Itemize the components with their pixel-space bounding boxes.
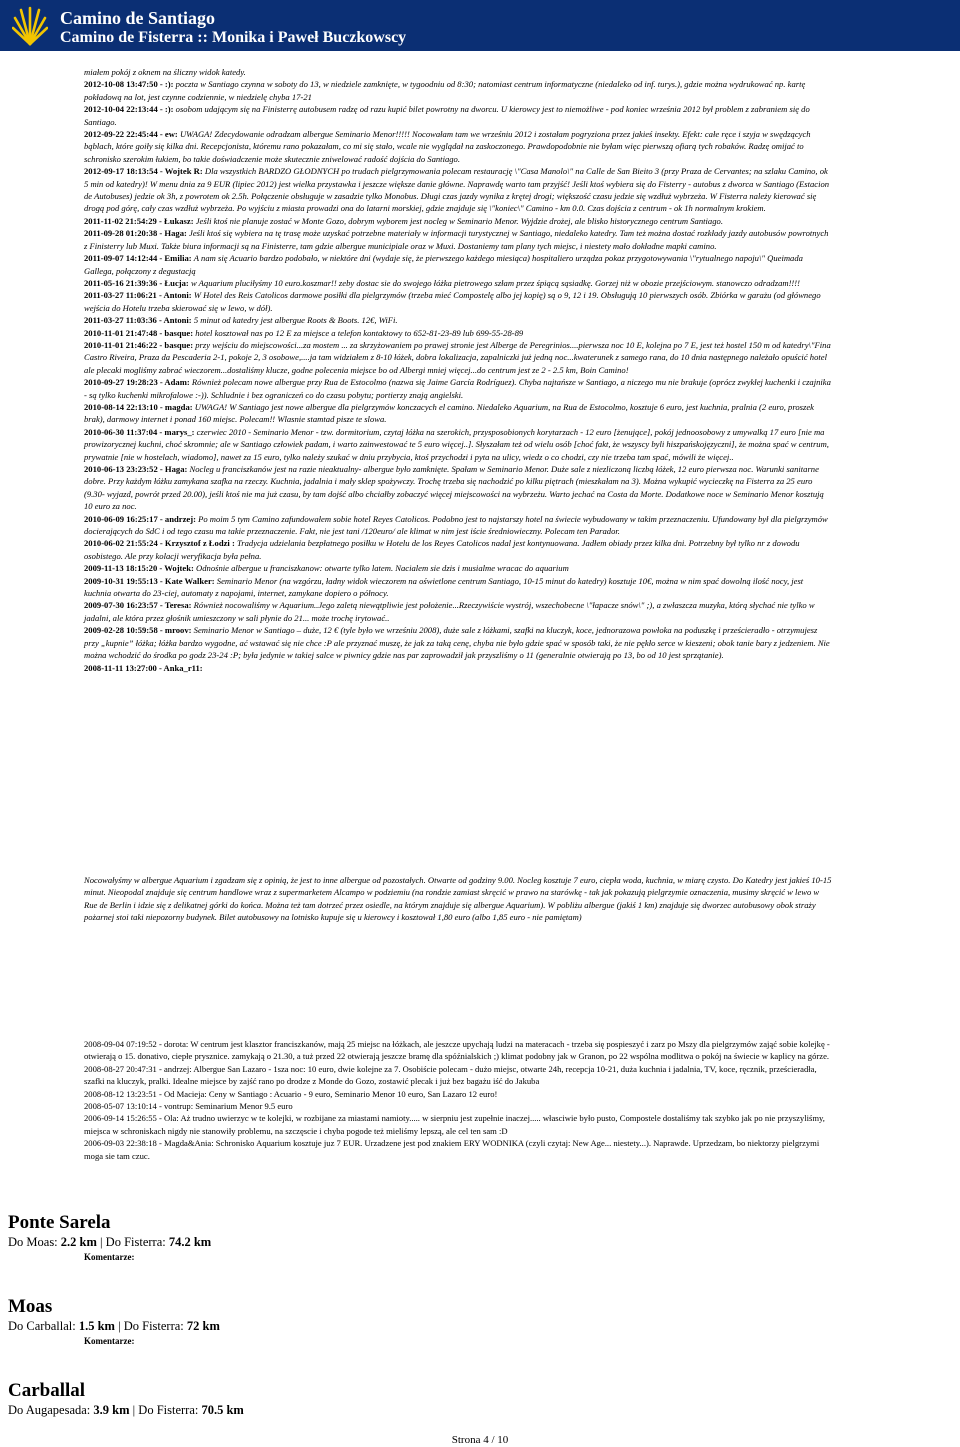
comment-item [84, 624, 832, 661]
comment-text: Również polecam nowe albergue przy Rua de Estocolmo (nazwa się Jaime García Rodríguez). Chyba najtańsze w Santiago, a niczego mu nie brakuje (oprócz zwykłej kuchenki i czajnika - są tylko kuchenki mikrofalowe :-)). Schludnie i bez ograniczeń co do czasu pobytu; portierzy znają angielski. [84, 377, 831, 400]
comment-item [84, 562, 832, 574]
comment-item [84, 1100, 832, 1112]
fin-km: 72 km [186, 1319, 220, 1333]
prev-km: 1.5 km [78, 1319, 115, 1333]
comment-meta: 2008-05-07 13:10:14 - vontrup: [84, 1101, 196, 1112]
comment-text: Odnośnie albergue u franciszkanow: otwarte tylko latem. Nacialem sie dzis i musialme wracac do aquarium [196, 563, 569, 574]
comment-meta: 2008-08-12 13:23:51 - Od Macieja: [84, 1088, 209, 1099]
comment-item [84, 662, 832, 674]
comment-meta: 2011-11-02 21:54:29 - Łukasz: [84, 215, 196, 226]
separator: | [132, 1403, 136, 1417]
comment-meta: 2008-08-27 20:47:31 - andrzej: [84, 1063, 194, 1074]
station-distances [8, 1234, 948, 1250]
comment-item [84, 401, 832, 426]
comment-meta: 2009-02-28 10:59:58 - mroov: [84, 625, 194, 636]
comment-item [84, 215, 832, 227]
comment-text: Po moim 5 tym Camino zafundowałem sobie hotel Reyes Catolicos. Podobno jest to najstarszy hotel na świecie wybudowany w takim przeznaczeniu. Ufundowany był dla pielgrzymów docierających do SdC i od tego czasu ma takie przeznaczenie. Fakt, nie jest tani /120euro/ ale klimat w nim jest iście średniowieczny. Polecam ten Parador. [84, 513, 828, 537]
site-title[interactable]: Camino de Santiago [60, 8, 216, 28]
comment-text: Jeśli ktoś nie planuje zostać w Monte Gozo, dobrym wyborem jest nocleg w Seminario Menor. Wyjdzie drożej, ale blisko historycznego centrum Santiago. [195, 215, 723, 226]
comment-continuation: Nocowałyśmy w albergue Aquarium i zgadzam się z opinią, że jest to inne albergue od pozostałych. Otwarte od godziny 9.00. Nocleg kosztuje 7 euro, ciepła woda, kuchnia, w miarę czysto. Do Katedry jest jakieś 10-15 minut. Nieopodal znajduje się centrum handlowe wraz z supermarketem Alcampo w podziemiu (na rondzie zamiast skręcić w prawo na starówkę - tak jak pokazują pielgrzymie oznaczenia, musimy skręcić w lewo w Rue de Berlin i idzie się z delikatnej górki do końca. Można też tam dotrzeć przez osiedle, na którym znajduje się albergue Aquarium). W pobliżu albergue (jakiś 1 km) znajduje się dworzec autobusowy obok straży pożarnej stoi taki niepozorny budynek. Bilet autobusowy na lotnisko kupuje się u kierowcy i kosztował 1,80 euro (albo 1,85 euro - nie pamiętam) [84, 875, 832, 923]
comment-text: Aż trudno uwierzyc w te kolejki, w rozbijane za miastami namioty..... w sierpniu jest zupełnie inaczej..... własciwie było pusto, Compostele dostaliśmy tak szybko jak po nie przyszyliśmy, miejsca w schroniskach nigdy nie stanowiły problemu, na szczęscie i chyba pogode też mieliśmy lepszą, ale cel ten sam :D [84, 1113, 825, 1136]
comment-item [84, 376, 832, 401]
comment-item [84, 327, 832, 339]
comment-item [84, 1137, 832, 1162]
comment-text: przy wejściu do miejscowości...za mostem ... za skrzyżowaniem po prawej stronie jest Alberge de Peregrinios....pierwsza noc 10 E, kolejna po 7 E, jest też hostel 150 m od katedry\"Fina Castro Riveira, Praza da Pescaderia 2-1, pokoje 2, 3 osobowe,....ja tam widziałem z 8-10 łóżek, dobra lokalizacja, zapalniczki już jedną noc...kwaterunek z samego rana, do 10 dnia następnego należało opuścić hotel ale plecaki mogliśmy zabrać wieczorem...dostaliśmy klucze, godne polecenia miejsce bo od Albergi mniej więcej...do centrum jest ze 2 - 2.5 km, Boin Camino! [84, 339, 831, 375]
comment-item [84, 426, 832, 463]
comments-list-2 [84, 1038, 832, 1162]
comment-item [84, 128, 832, 165]
comment-item [84, 227, 832, 252]
comments-list [84, 66, 832, 674]
comment-meta: 2011-09-07 14:12:44 - Emilia: [84, 253, 194, 264]
comment-item [84, 575, 832, 600]
comment-text: Seminario Menor w Santiago – duże, 12 € (tyle było we wrześniu 2008), duże sale z łóżkami, szafki na kluczyk, koce, jednorazowa powłoka na poduszkę i prześcieradło - otrzymujesz przy „kupnie” łóżka; łóżka bardzo wygodne, ać wstawać się nie chce :P ale przyznać muszę, że jak za taką cenę, chyba nie było gdzie spać w sposób taki, że nie pękło serce w kieszeni; obok tanie bary z jedzeniem. Nie można wchodzić do środka po godz 23-24 :P; była jedynie w takiej salce w piwnicy gdzie nas par zaprowadził jak przyszliśmy o 11 (generalnie otwierają po 13, bo od 10 jest sprzątanie). [84, 625, 830, 661]
comment-text: Dla wszystkich BARDZO GŁODNYCH po trudach pielgrzymowania polecam restaurację \"Casa Manolo\" na Calle de San Bieito 3 (przy Praza de Cervantes; na szlaku Camino, ok 5 min od katedry)! W menu dnia za 9 EUR (lipiec 2012) jest wielka przystawka i jeszcze większe danie główne. Naprawdę warto tam przyjść! Jeśli ktoś wybiera się do Fisterry - autobus z dworca w Santiago (Estacion de Autobuses) jedzie ok 3h, z powrotem ok 2.5h. Połączenie obsługuje w zasadzie tylko Monobus. Długi czas jazdy wynika z krętej drogi; większość czasu jedzie się wzdłuż wybrzeża. W Fisterra należy kierować się drogą pod górę, cały czas wzdłuż wybrzeża. Po wyjściu z miasta prowadzi ona do latarni morskiej, gdzie znajduje się \"koniec\" Camino - km 0.0. Czas dojścia z centrum - ok 1h normalnym krokiem. [84, 166, 830, 214]
comment-meta: 2010-11-01 21:47:48 - basque: [84, 327, 196, 338]
comment-text: Również nocowaliśmy w Aquarium..Jego zaletą niewątpliwie jest położenie...Rzeczywiście wystrój, wszechobecne \"łapacze snów\" ;), a zwłaszcza muzyka, którą słychać nie tylko w jadalni, ale która przez głośnik umieszczony w sali płynie do 21... może trochę irytować.. [84, 600, 815, 623]
comment-meta: 2006-09-14 15:26:55 - Ola: [84, 1113, 181, 1124]
comment-item [84, 513, 832, 538]
station-carballal [8, 1380, 948, 1418]
comment-text: 5 minut od katedry jest albergue Roots & Boots. 12€, WiFi. [193, 315, 398, 326]
comment-text: Seminarium Menor 9.5 euro [195, 1101, 293, 1112]
comments-label: Komentarze: [84, 1252, 135, 1262]
comment-meta: 2010-11-01 21:46:22 - basque: [84, 339, 196, 350]
comment-meta: 2012-09-22 22:45:44 - ew: [84, 129, 180, 140]
comment-meta: 2011-09-28 01:20:38 - Haga: [84, 228, 190, 239]
comment-meta: 2008-09-04 07:19:52 - dorota: [84, 1039, 191, 1049]
comment-meta: 2009-11-13 18:15:20 - Wojtek: [84, 563, 197, 574]
station-name: Moas [8, 1296, 53, 1317]
comment-meta: 2011-03-27 11:03:36 - Antoni: [84, 315, 194, 326]
fin-label: Do Fisterra: [138, 1403, 199, 1417]
comment-text: A nam się Acuario bardzo podobało, w niektóre dni (wydaje się, że pierwszego każdego miesiąca) hospitaliero urządza pokaz przygotowywania \"rytualnego napoju\" Queimada Gallega, połączony z degustacją [84, 253, 803, 276]
comment-text: miałem pokój z oknem na śliczny widok katedy. [84, 67, 246, 77]
separator: | [100, 1235, 103, 1249]
station-moas [8, 1296, 948, 1348]
comment-meta: 2012-10-04 22:13:44 - :): [84, 104, 176, 115]
scallop-shell-icon [12, 4, 48, 47]
comment-text: czerwiec 2010 - Seminario Menor - tzw. dormitorium, czytaj łóżka na szerokich, przysposobionych korytarzach - 12 euro [żenujące], pokój jednoosobowy z umywalką 17 euro [nie ma prowizorycznej kuchni, choć skromnie; ale w Santiago człowiek padam, i warto zainwestować te 5 euro więcej..]. Słyszałam też od wielu osób [choć fakt, że wszyscy byli hiszpańskojęzyczni], że można spać w centrum, prywatnie [nie w hostelach, wiadomo], nawet za 15 euro, tylko należy szukać w dniu przybycia, ktoś przychodzi i pyta na ulicy, wiedz o co chodzi, czy nie trzeba tam spać, mówili że więcej.. [84, 426, 829, 462]
comment-text: W centrum jest klasztor franciszkanów, mają 25 miejsc na łóżkach, ale jeszcze upychają ludzi na materacach - trzeba się pospieszyć i zarz po Mszy dla pielgrzymów zająć sobie kolejkę - otwierają o 15. donativo, ciepłe prysznice. zamykają o 21.30, a tuż przed 22 otwierają jeszcze bramę dla spóźnialskich ;) klimat podobny jak w Granon, po 22 wspólna modlitwa o pokój na świecie w kaplicy na górze. [84, 1039, 830, 1062]
comment-meta: 2009-07-30 16:23:57 - Teresa: [84, 600, 194, 611]
comment-text: poczta w Santiago czynna w soboty do 13, w niedziele zamknięte, w tygoodniu od 8:30; natomiast centrum informatyczne (niedaleko od inf. turys.), gdzie można wydrukować np. kartę pokładową na lot, jest czynne codziennie, w niedzielę chyba 17-21 [84, 79, 806, 102]
prev-km: 3.9 km [93, 1403, 130, 1417]
comment-item [84, 165, 832, 215]
comment-item [84, 537, 832, 562]
comment-item [84, 339, 832, 376]
comment-text: Tradycja udzielania bezpłatnego posiłku w Hotelu de los Reyes Catolicos nadal jest kontynuowana. Jadłem obiady przez kilka dni. Potrzebny był tylko nr z dowodu osobistego. Ale przy kolacji weryfikacja była pełna. [84, 538, 800, 561]
comment-meta: 2011-03-27 11:06:21 - Antoni: [84, 290, 194, 301]
comment-text: Jeśli ktoś się wybiera na tę trasę może uzyskać potrzebne materiały w informacji turystycznej w Santiago, niedaleko katedry. Tam też można dostać rozkłady jazdy autobusów powrotnych z Finisterry lub Muxi. Także biura informacji są na Finisterre, tam gdzie albergue municipiale oraz w Muxi. Dostaniemy tam plany tych miejsc, i niestety mało dokładne mapki camino. [84, 228, 829, 251]
comment-meta: 2010-06-30 11:37:04 - marys_: [84, 426, 197, 437]
station-distances [8, 1318, 948, 1334]
comment-item [84, 599, 832, 624]
comment-meta: 2010-06-13 23:23:52 - Haga: [84, 464, 190, 474]
comment-text: UWAGA! W Santiago jest nowe albergue dla pielgrzymów konczacych el camino. Niedaleko Aquarium, na Rua de Estocolmo, kosztuje 6 euro, jest kuchnia, pralnia (2 euro, proszek brak), darmowy internet i ponad 160 miejsc. Polecam!! Wlasnie stamtad pisze te slowa. [84, 401, 814, 425]
comment-item [84, 277, 832, 289]
comment-item [84, 314, 832, 326]
comment-meta: 2009-10-31 19:55:13 - Kate Walker: [84, 575, 217, 586]
comment-item [84, 252, 832, 277]
fin-label: Do Fisterra: [105, 1235, 166, 1249]
prev-label: Do Carballal: [8, 1319, 76, 1333]
comment-meta: 2011-05-16 21:39:36 - Łucja: [84, 277, 191, 288]
comment-meta: 2010-06-09 16:25:17 - andrzej: [84, 513, 199, 524]
prev-label: Do Augapesada: [8, 1403, 91, 1417]
comment-text: Albergue San Lazaro - 1sza noc: 10 euro, dwie kolejne za 7. Osobiście polecam - dużo miejsc, otwarte 24h, recepcja 10-21, duża kuchnia i jadalnia, TV, koce, ręcznik, prześcieradła, szafki na kluczyk, pralki. Idealne miejsce by zajść rano po drodze z Monde do Gozo, zostawić plecak i już bez bagażu iść do Jakuba [84, 1063, 817, 1087]
comment-meta: 2012-09-17 18:13:54 - Wojtek R: [84, 166, 205, 177]
page-title: Camino de Fisterra :: Monika i Paweł Buczkowscy [60, 29, 407, 46]
separator: | [118, 1319, 121, 1333]
page-footer: Strona 4 / 10 [451, 1434, 509, 1446]
page-header [0, 0, 960, 51]
station-name: Ponte Sarela [8, 1212, 111, 1233]
fin-label: Do Fisterra: [123, 1319, 184, 1333]
comment-text: hotel kosztował nas po 12 E za miejsce a telefon kontaktowy to 652-81-23-89 lub 699-55-28-89 [195, 327, 524, 338]
comment-item [84, 66, 832, 78]
prev-km: 2.2 km [60, 1235, 97, 1249]
station-name: Carballal [8, 1380, 86, 1401]
comments-label: Komentarze: [84, 1336, 135, 1346]
comment-text: UWAGA! Zdecydowanie odradzam albergue Seminario Menor!!!!! Nocowałam tam we wrześniu 2012 i zostałam pogryziona przez jakieś insekty. Efekt: całe ręce i szyja w swędzących bąblach, które goiły się kilka dni. Recepcjonista, któremu rano pokazałam, co mi się stało, wcale nie wyglądał na zaskoczonego. Prawdopodobnie nie byłam więc pierwszą ofiarą tych robaków. Radzę omijać to schronisko szerokim łukiem, bo takie doświadczenie może skutecznie zniwelować radość dojścia do Santiago. [84, 129, 811, 164]
comment-item [84, 1038, 832, 1063]
comment-text: W Hotel des Reis Catolicos darmowe posiłki dla pielgrzymów (trzeba mieć Compostelę albo jej kopię) są o 9, 12 i 19. Obsługują 10 pierwszych osób. Zbiórka w garażu (od głównego wejścia do Hotelu trzeba skierować się w lewo, w dół). [84, 290, 821, 313]
comment-item [84, 1063, 832, 1088]
fin-km: 70.5 km [201, 1403, 244, 1417]
comment-item [84, 463, 832, 513]
comment-text: Ceny w Santiago : Acuario - 9 euro, Seminario Menor 10 euro, San Lazaro 12 euro! [208, 1088, 498, 1099]
comment-meta: 2010-09-27 19:28:23 - Adam: [84, 377, 192, 388]
comment-meta: 2008-11-11 13:27:00 - Anka_r11: [84, 662, 203, 673]
comment-meta: 2006-09-03 22:38:18 - Magda&Ania: [84, 1138, 216, 1149]
comment-item [84, 103, 832, 128]
fin-km: 74.2 km [168, 1235, 212, 1249]
comment-item [84, 1112, 832, 1137]
comment-item [84, 289, 832, 314]
comment-text: Schronisko Aquarium kosztuje juz 7 EUR. Urzadzene jest pod znakiem ERY WODNIKA (czyli czytaj: New Age... niestety...). Naprawde. Uprzedzam, bo niektorzy pielgrzymi moga sie tam czuc. [84, 1138, 820, 1161]
comment-item [84, 78, 832, 103]
comment-text: osobom udającym się na Finisterrę autobusem radzę od razu kupić bilet powrotny na dworcu. U kierowcy jest to niemożliwe - pod koniec września 2012 był problem z zabraniem się do Santiago. [84, 104, 810, 127]
comment-meta: 2010-08-14 22:13:10 - magda: [84, 401, 195, 412]
comment-item [84, 1088, 832, 1100]
comment-text: w Aquarium pluciłyśmy 10 euro.koszmar!! zeby dostac sie do swojego łóżka pietrowego szłam przez śpiącą sąsiadkę. Gorzej niż w obozie przejściowym. stanowczo odradzam!!!! [190, 277, 801, 288]
comment-meta: 2010-06-02 21:55:24 - Krzysztof z Łodzi : [84, 538, 237, 549]
comment-text: Nocleg u franciszkanów jest na razie nieaktualny- albergue było zamknięte. Spałam w Seminario Menor. Duże sale z niezliczoną liczbą łóżek, 12 euro pierwsza noc. Warunki sanitarne dobre. Przy każdym łóżku zamykana szafka na rzeczy. Kuchnia, jadalnia i mały sklep spożywczy. Trochę trzeba się nachodzić po kilku piętrach (mieszkałam na 3). Można wykupić wycieczkę na Fisterra za 25 euro (9.30- wyjazd, powrót przed 20.00), jeśli ktoś nie ma już czasu, by tam dojść albo chciałby zobaczyć więcej miejscowości na wybrzeżu. Warto jechać na Costa da Morte. Dodatkowe noce w Seminario Menor kosztują 10 euro za noc. [84, 464, 824, 512]
station-ponte-sarela [8, 1212, 948, 1264]
station-distances [8, 1402, 948, 1418]
comment-meta: 2012-10-08 13:47:50 - :): [84, 79, 176, 90]
prev-label: Do Moas: [8, 1235, 58, 1249]
comment-text: Seminario Menor (na wzgórzu, ładny widok wieczorem na oświetlone centrum Santiago, 10-15 minut do katedry) kosztuje 10€, można w nim spać dowolną ilość nocy, jest kuchnia otwarta do 23-ciej, automaty z napojami, internet, zamykane dopiero o północy. [84, 575, 804, 599]
